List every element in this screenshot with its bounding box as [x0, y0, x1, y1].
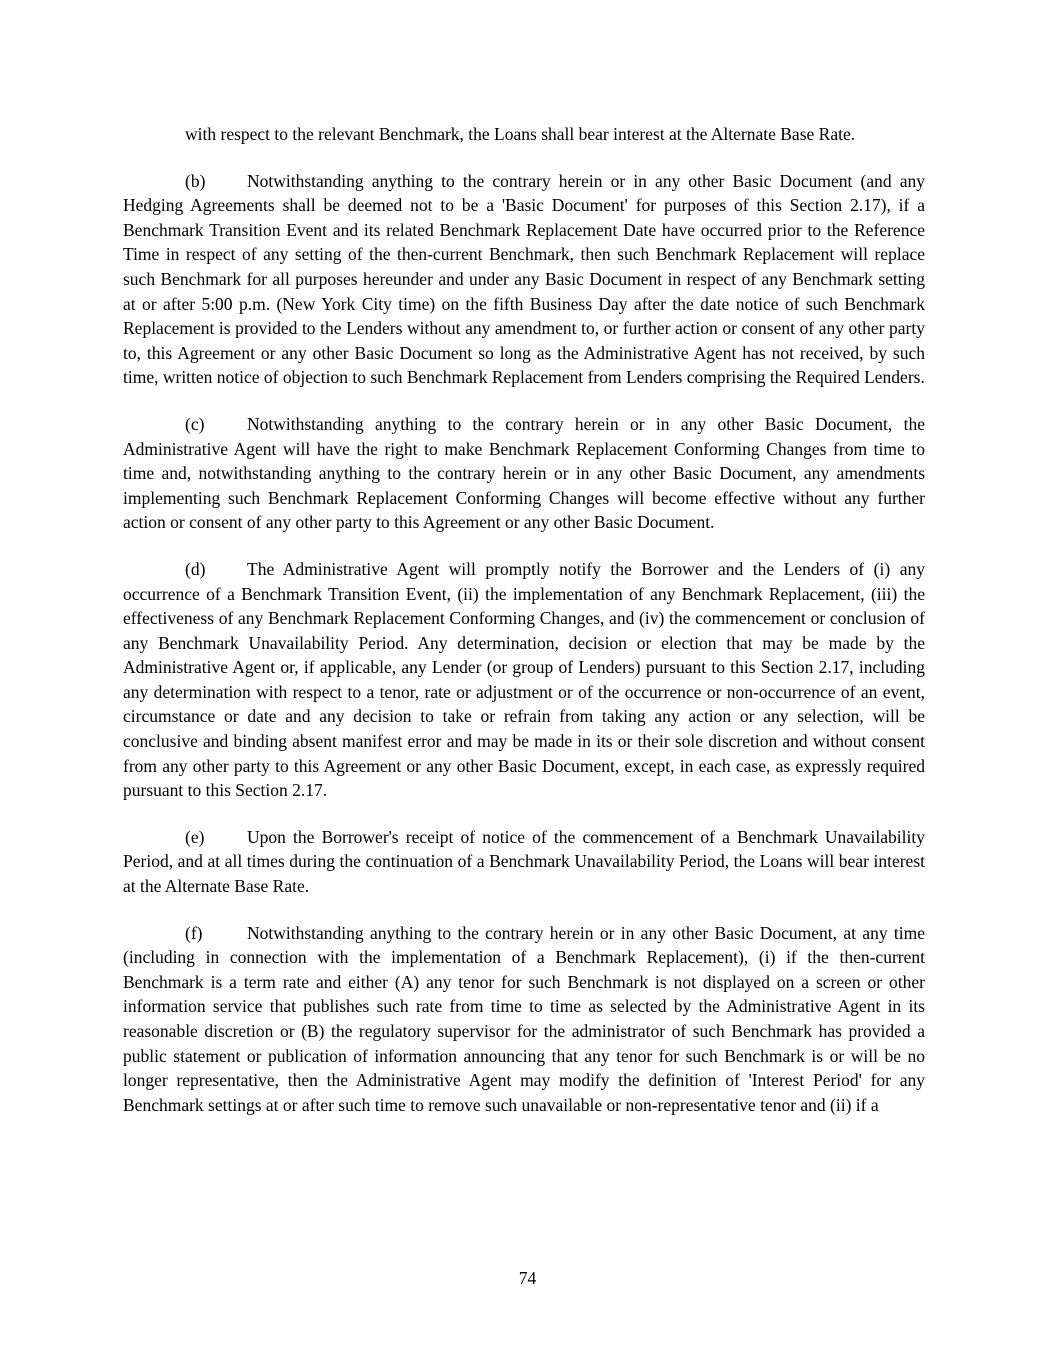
paragraph-d-label: (d): [185, 558, 206, 579]
paragraph-d: [123, 557, 925, 803]
paragraph-d-text: The Administrative Agent will promptly notify the Borrower and the Lenders of (i) any occurrence of a Benchmark Transition Event, (ii) the implementation of any Benchmark Replacement, (iii) the effectiveness of any Benchmark Replacement Conforming Changes, and (iv) the commencement or conclusion of any Benchmark Unavailability Period. Any determination, decision or election that may be made by the Administrative Agent or, if applicable, any Lender (or group of Lenders) pursuant to this Section 2.17, including any determination with respect to a tenor, rate or adjustment or of the occurrence or non-occurrence of an event, circumstance or date and any decision to take or refrain from taking any action or any selection, will be conclusive and binding absent manifest error and may be made in its or their sole discretion and without consent from any other party to this Agreement or any other Basic Document, except, in each case, as expressly required pursuant to this Section 2.17.: [123, 558, 925, 801]
paragraph-b-label: (b): [185, 170, 206, 191]
paragraph-c-text: Notwithstanding anything to the contrary herein or in any other Basic Document, the Administrative Agent will have the right to make Benchmark Replacement Conforming Changes from time to time and, notwithstanding anything to the contrary herein or in any other Basic Document, any amendments implementing such Benchmark Replacement Conforming Changes will become effective without any further action or consent of any other party to this Agreement or any other Basic Document.: [123, 413, 925, 533]
page-number: 74: [518, 1268, 537, 1289]
paragraph-c: [123, 412, 925, 535]
paragraph-f-text: Notwithstanding anything to the contrary herein or in any other Basic Document, at any time (including in connection with the implementation of a Benchmark Replacement), (i) if the then-current Benchmark is a term rate and either (A) any tenor for such Benchmark is not displayed on a screen or other information service that publishes such rate from time to time as selected by the Administrative Agent in its reasonable discretion or (B) the regulatory supervisor for the administrator of such Benchmark has provided a public statement or publication of information announcing that any tenor for such Benchmark is or will be no longer representative, then the Administrative Agent may modify the definition of 'Interest Period' for any Benchmark settings at or after such time to remove such unavailable or non-representative tenor and (ii) if a: [123, 922, 925, 1115]
paragraph-b-text: Notwithstanding anything to the contrary herein or in any other Basic Document (and any Hedging Agreements shall be deemed not to be a 'Basic Document' for purposes of this Section 2.17), if a Benchmark Transition Event and its related Benchmark Replacement Date have occurred prior to the Reference Time in respect of any setting of the then-current Benchmark, then such Benchmark Replacement will replace such Benchmark for all purposes hereunder and under any Basic Document in respect of any Benchmark setting at or after 5:00 p.m. (New York City time) on the fifth Business Day after the date notice of such Benchmark Replacement is provided to the Lenders without any amendment to, or further action or consent of any other party to, this Agreement or any other Basic Document so long as the Administrative Agent has not received, by such time, written notice of objection to such Benchmark Replacement from Lenders comprising the Required Lenders.: [123, 170, 925, 388]
paragraph-e: [123, 825, 925, 899]
paragraph-b: [123, 169, 925, 390]
paragraph-e-text: Upon the Borrower's receipt of notice of the commencement of a Benchmark Unavailability Period, and at all times during the continuation of a Benchmark Unavailability Period, the Loans will bear interest at the Alternate Base Rate.: [123, 826, 925, 897]
paragraph-f: [123, 921, 925, 1118]
paragraph-continuation: with respect to the relevant Benchmark, the Loans shall bear interest at the Alternate Base Rate.: [185, 124, 856, 144]
paragraph-c-label: (c): [185, 413, 205, 434]
paragraph-e-label: (e): [185, 826, 205, 847]
paragraph-f-label: (f): [185, 922, 203, 943]
